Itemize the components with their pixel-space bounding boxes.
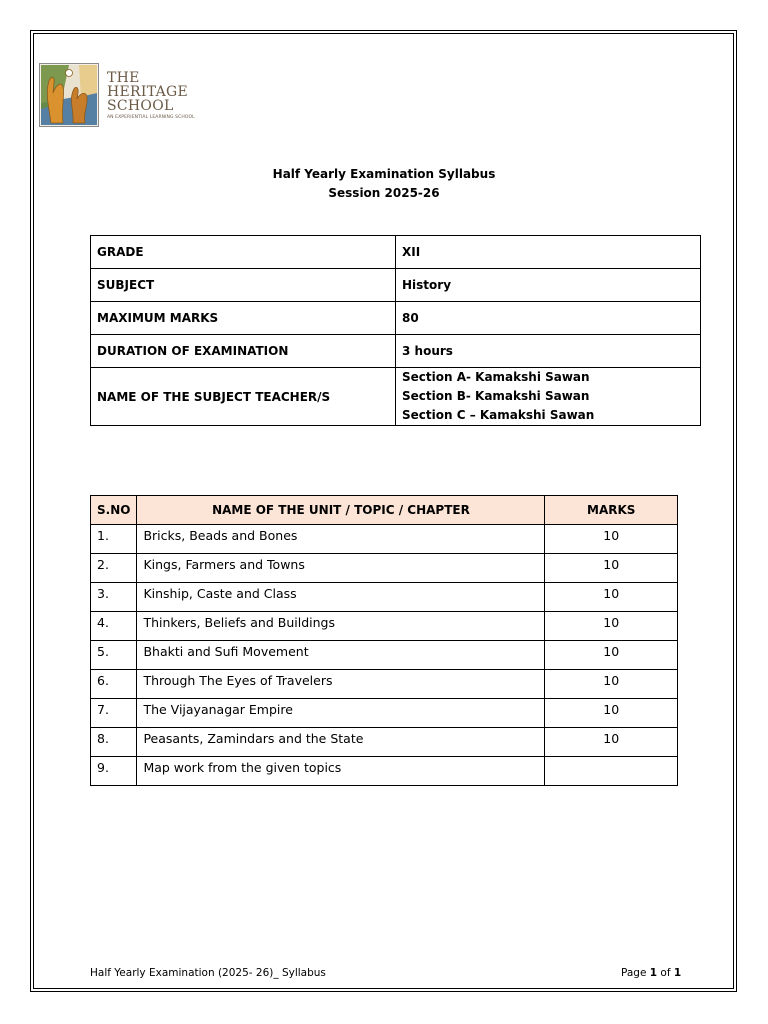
header-sno: S.NO <box>91 496 137 525</box>
row-sno: 7. <box>91 699 137 728</box>
row-topic: The Vijayanagar Empire <box>137 699 545 728</box>
teacher-key: NAME OF THE SUBJECT TEACHER/S <box>91 368 396 426</box>
info-value: 3 hours <box>396 335 701 368</box>
row-marks: 10 <box>545 554 678 583</box>
info-key: GRADE <box>91 236 396 269</box>
logo-line-1: THE <box>107 70 140 86</box>
table-row <box>91 757 678 786</box>
info-row <box>91 236 701 269</box>
row-marks: 10 <box>545 670 678 699</box>
table-row <box>91 641 678 670</box>
teacher-row <box>91 368 701 426</box>
teacher-line: Section A- Kamakshi Sawan <box>402 370 590 384</box>
info-row <box>91 335 701 368</box>
header-marks: MARKS <box>545 496 678 525</box>
footer-page-word: Page <box>621 967 647 979</box>
row-marks: 10 <box>545 525 678 554</box>
teacher-value <box>396 368 701 426</box>
teacher-line: Section C – Kamakshi Sawan <box>402 408 595 422</box>
footer-page-current: 1 <box>649 967 658 979</box>
footer-page-number <box>621 967 681 979</box>
logo-tagline: AN EXPERIENTIAL LEARNING SCHOOL <box>107 115 195 120</box>
row-topic: Kings, Farmers and Towns <box>137 554 545 583</box>
row-marks: 10 <box>545 699 678 728</box>
table-row <box>91 612 678 641</box>
hands-logo-icon <box>39 63 99 127</box>
info-key: MAXIMUM MARKS <box>91 302 396 335</box>
row-sno: 6. <box>91 670 137 699</box>
row-sno: 5. <box>91 641 137 670</box>
teacher-line: Section B- Kamakshi Sawan <box>402 389 590 403</box>
row-topic: Peasants, Zamindars and the State <box>137 728 545 757</box>
row-topic: Bhakti and Sufi Movement <box>137 641 545 670</box>
document-title: Half Yearly Examination Syllabus <box>272 167 496 181</box>
row-sno: 9. <box>91 757 137 786</box>
footer-page-total: 1 <box>673 967 682 979</box>
info-value: XII <box>396 236 701 269</box>
footer-of-word: of <box>660 967 671 979</box>
table-row <box>91 583 678 612</box>
row-marks <box>545 757 678 786</box>
row-sno: 3. <box>91 583 137 612</box>
table-row <box>91 699 678 728</box>
info-value: 80 <box>396 302 701 335</box>
logo-line-3: SCHOOL <box>107 98 174 114</box>
info-value: History <box>396 269 701 302</box>
table-row <box>91 670 678 699</box>
info-key: SUBJECT <box>91 269 396 302</box>
syllabus-table <box>90 495 678 786</box>
row-sno: 4. <box>91 612 137 641</box>
info-key: DURATION OF EXAMINATION <box>91 335 396 368</box>
row-marks: 10 <box>545 641 678 670</box>
exam-info-table <box>90 235 701 426</box>
row-topic: Bricks, Beads and Bones <box>137 525 545 554</box>
info-row <box>91 302 701 335</box>
row-marks: 10 <box>545 583 678 612</box>
info-row <box>91 269 701 302</box>
syllabus-header-row <box>91 496 678 525</box>
school-logo <box>39 63 199 129</box>
table-row <box>91 554 678 583</box>
row-sno: 8. <box>91 728 137 757</box>
row-marks: 10 <box>545 612 678 641</box>
table-row <box>91 525 678 554</box>
row-topic: Map work from the given topics <box>137 757 545 786</box>
session-label: Session 2025-26 <box>328 186 440 200</box>
row-sno: 1. <box>91 525 137 554</box>
header-topic: NAME OF THE UNIT / TOPIC / CHAPTER <box>137 496 545 525</box>
table-row <box>91 728 678 757</box>
logo-line-2: HERITAGE <box>107 84 188 100</box>
row-marks: 10 <box>545 728 678 757</box>
row-topic: Kinship, Caste and Class <box>137 583 545 612</box>
footer-document-name: Half Yearly Examination (2025- 26)_ Syllabus <box>90 967 326 979</box>
row-topic: Through The Eyes of Travelers <box>137 670 545 699</box>
row-topic: Thinkers, Beliefs and Buildings <box>137 612 545 641</box>
row-sno: 2. <box>91 554 137 583</box>
